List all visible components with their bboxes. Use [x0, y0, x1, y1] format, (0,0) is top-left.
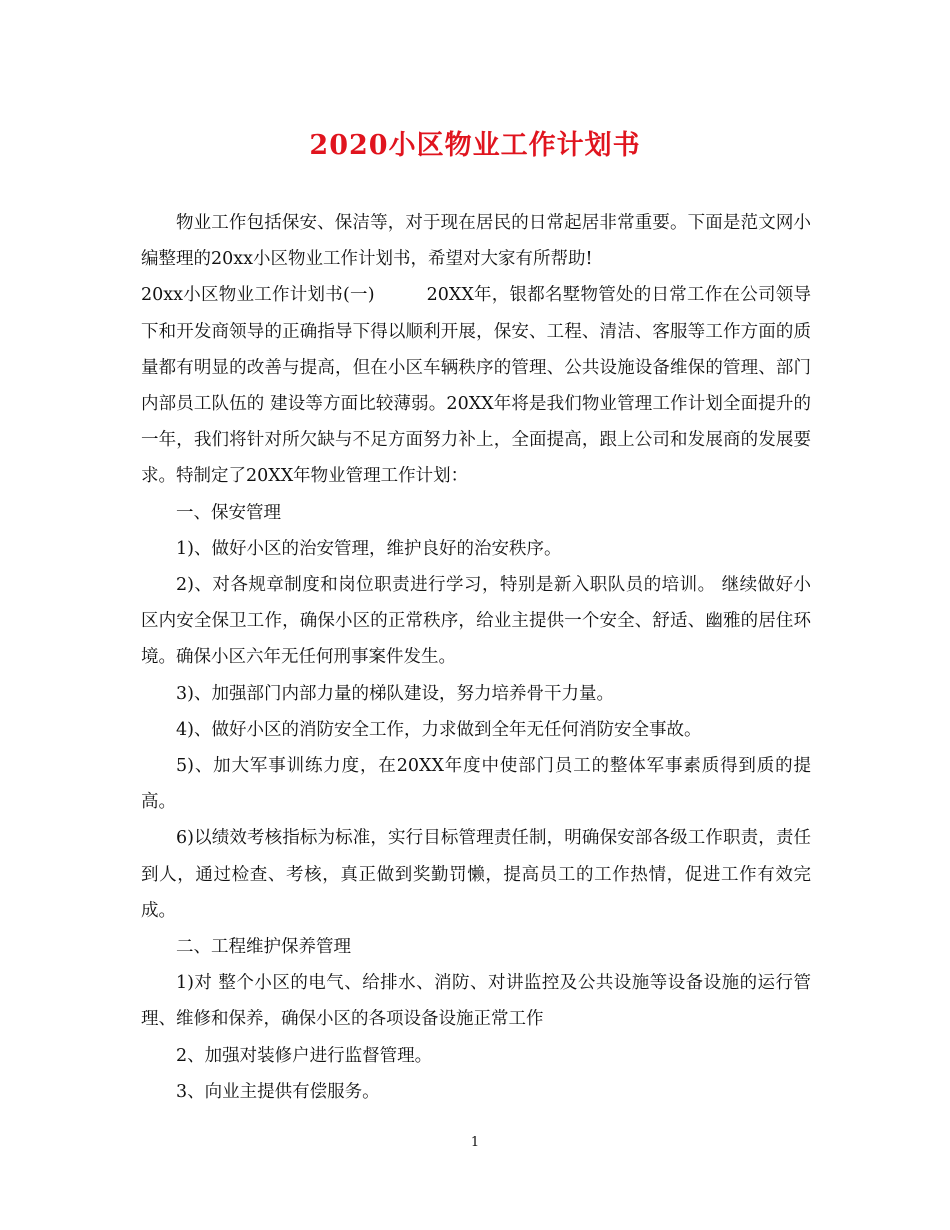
engineering-item: 3、向业主提供有偿服务。 [176, 1081, 380, 1102]
engineering-item: 2、加强对装修户进行监督管理。 [176, 1045, 433, 1066]
plan-intro-text: 20XX年，银都名墅物管处的日常工作在公司领导下和开发商领导的正确指导下得以顺利开展，保安、工程、清洁、客服等工作方面的质量都有明显的改善与提高，但在小区车辆秩序的管理、公共设施设备维保的管理、部门内部员工队伍的 建设等方面比较薄弱。20XX年将是我们物业管理工作计划全面提升的一年，我们将针对所欠缺与不足方面努力补上，全面提高，跟上公司和发展商的发展要求。特制定了20XX年物业管理工作计划： [141, 285, 811, 487]
security-item: 1)、做好小区的治安管理，维护良好的治安秩序。 [176, 538, 562, 559]
security-item: 5)、加大军事训练力度，在20XX年度中使部门员工的整体军事素质得到质的提高。 [141, 756, 811, 813]
document-title: 2020小区物业工作计划书 [309, 130, 641, 161]
plan-intro-paragraph [141, 277, 811, 494]
security-item: 2)、对各规章制度和岗位职责进行学习，特别是新入职队员的培训。 继续做好小区内安全保卫工作，确保小区的正常秩序，给业主提供一个安全、舒适、幽雅的居住环境。确保小区六年无任何刑事案件发生。 [141, 575, 811, 668]
intro-paragraph: 物业工作包括保安、保洁等，对于现在居民的日常起居非常重要。下面是范文网小编整理的20xx小区物业工作计划书，希望对大家有所帮助! [141, 213, 811, 270]
plan-heading: 20xx小区物业工作计划书(一) [141, 285, 375, 306]
security-item: 6)以绩效考核指标为标准，实行目标管理责任制，明确保安部各级工作职责，责任到人，通过检查、考核，真正做到奖勤罚懒，提高员工的工作热情，促进工作有效完成。 [141, 828, 811, 921]
engineering-item: 1)对 整个小区的电气、给排水、消防、对讲监控及公共设施等设备设施的运行管理、维修和保养，确保小区的各项设备设施正常工作 [141, 973, 811, 1030]
document-body [141, 205, 811, 1110]
page-number: 1 [470, 1135, 480, 1150]
security-item: 3)、加强部门内部力量的梯队建设，努力培养骨干力量。 [176, 683, 614, 704]
section-heading-security: 一、保安管理 [176, 502, 281, 523]
section-heading-engineering: 二、工程维护保养管理 [176, 937, 351, 958]
security-item: 4)、做好小区的消防安全工作，力求做到全年无任何消防安全事故。 [176, 719, 702, 740]
